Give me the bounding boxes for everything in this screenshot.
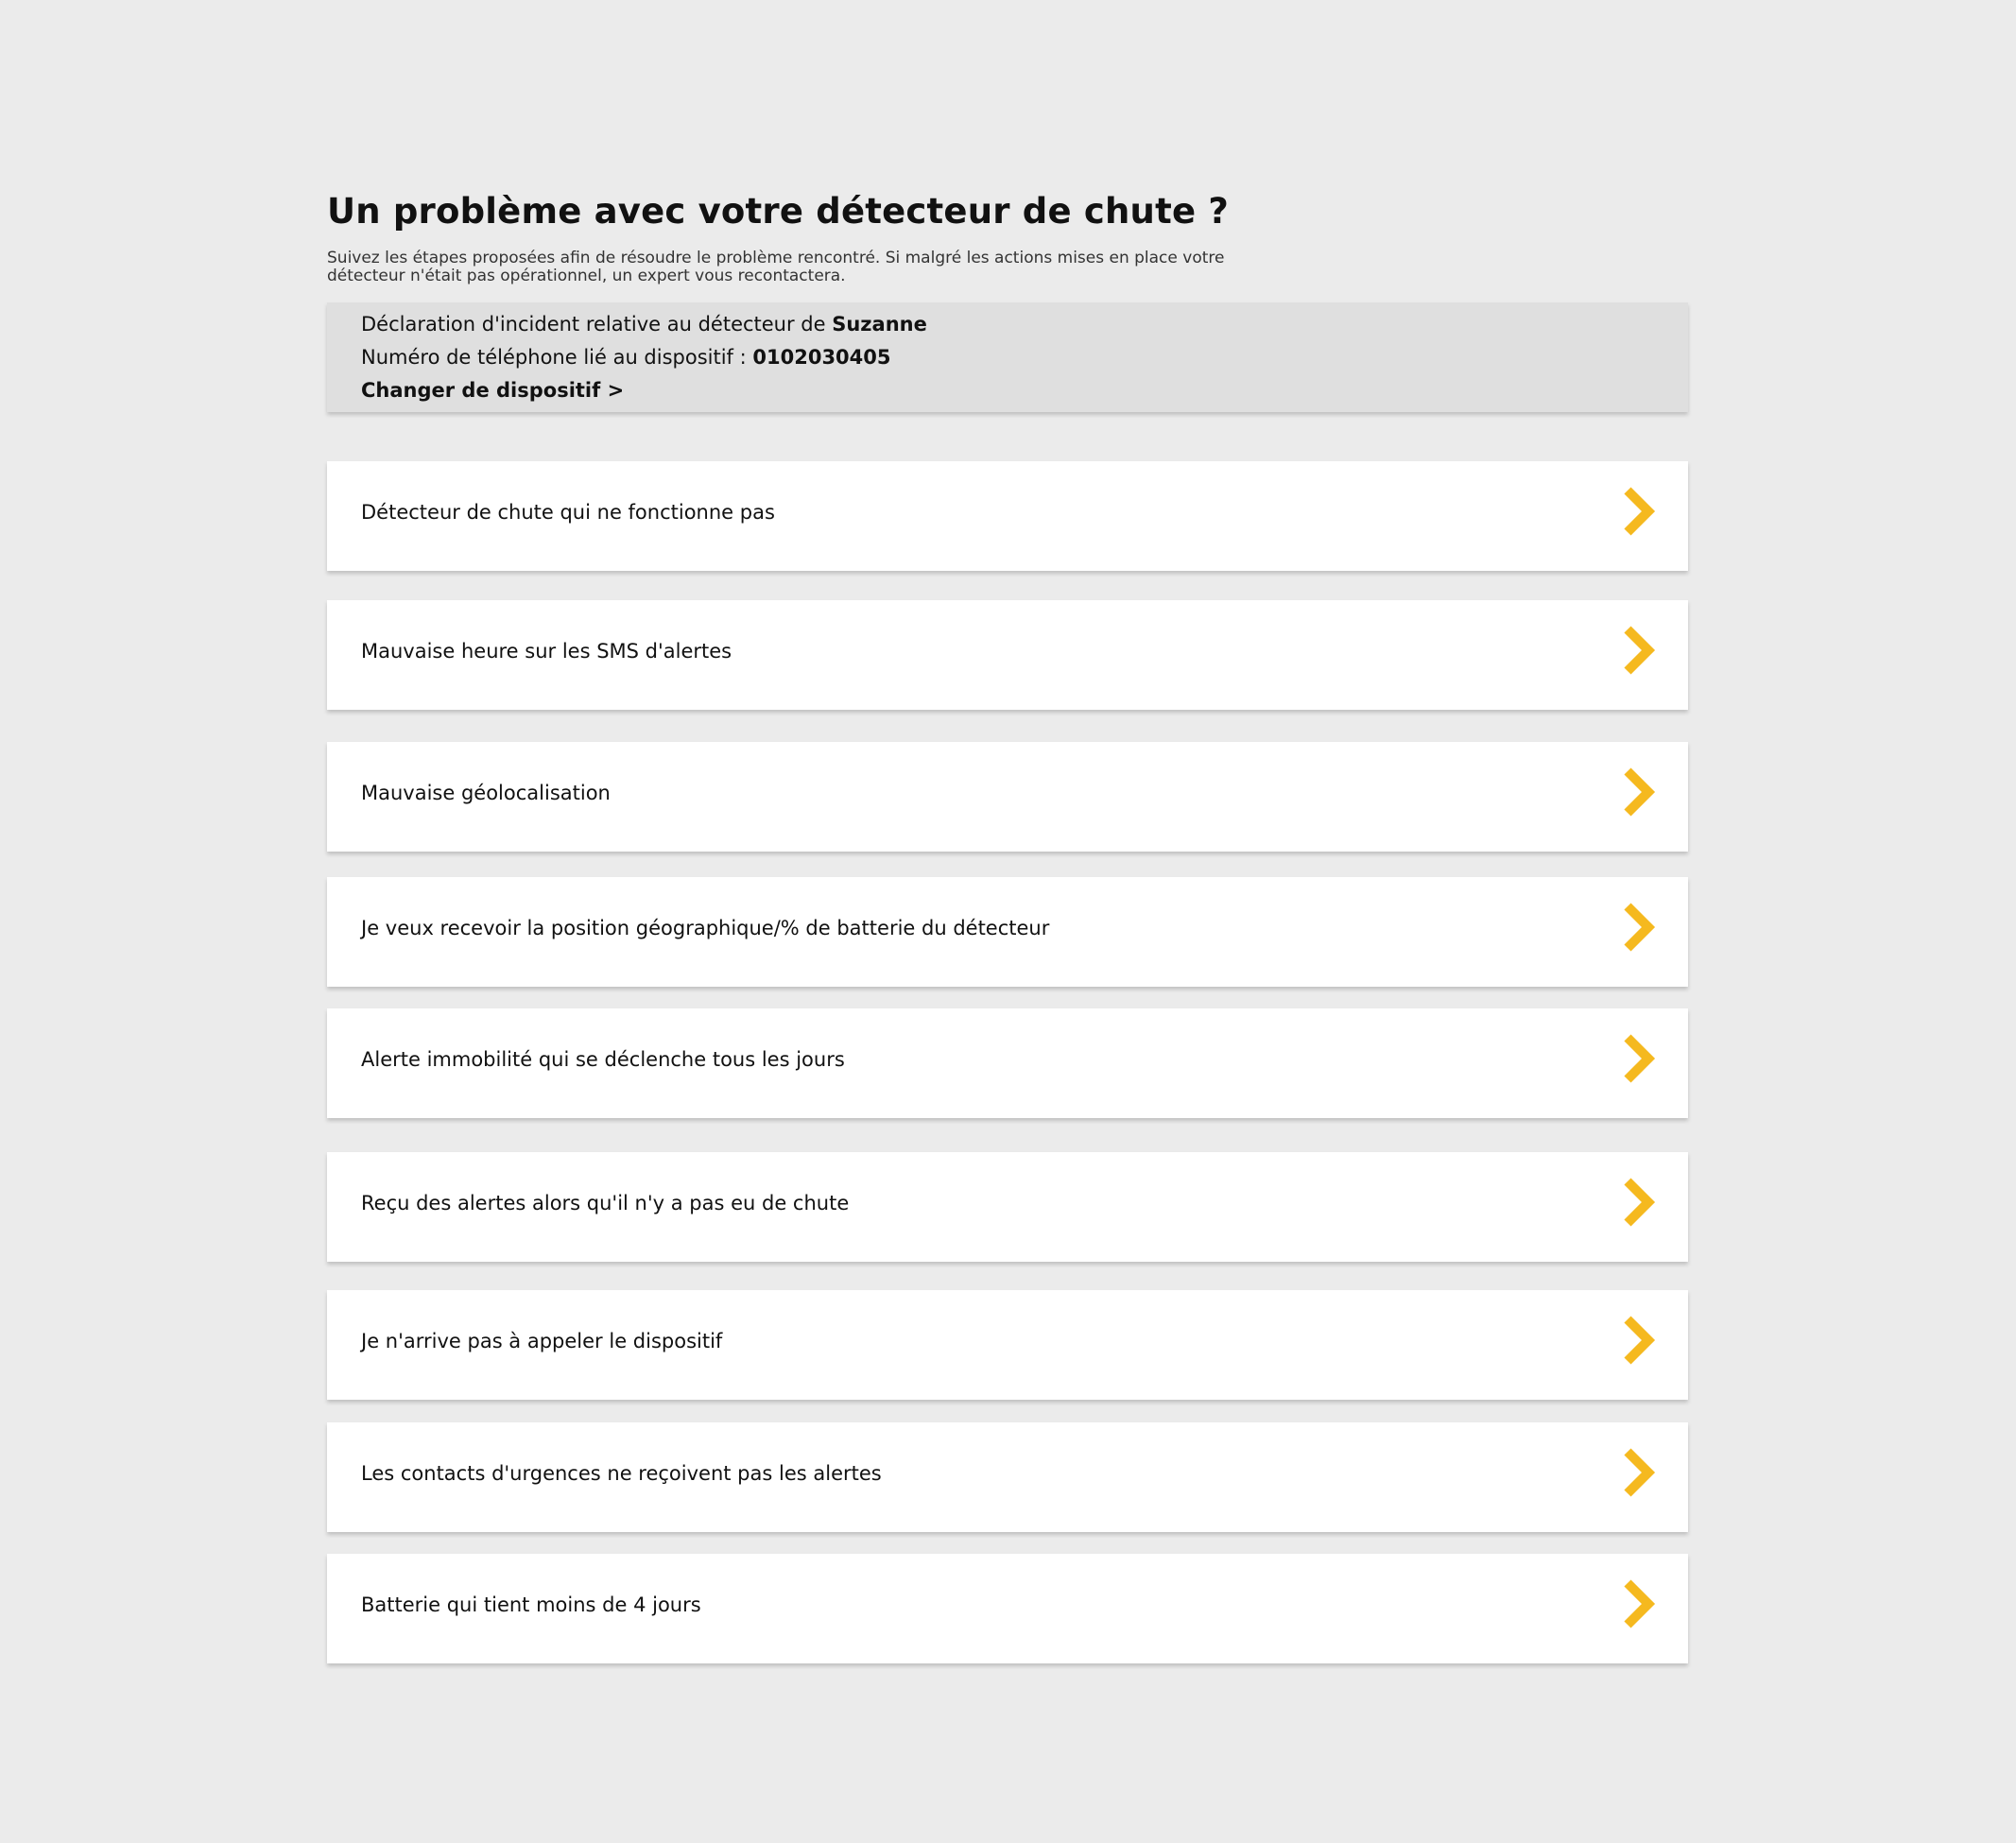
issue-label: Je n'arrive pas à appeler le dispositif bbox=[361, 1330, 723, 1352]
issue-label: Les contacts d'urgences ne reçoivent pas les alertes bbox=[361, 1462, 882, 1485]
chevron-right-icon bbox=[1622, 1177, 1656, 1228]
issue-item[interactable] bbox=[327, 1422, 1688, 1532]
chevron-right-icon bbox=[1622, 1578, 1656, 1629]
incident-declaration-line bbox=[361, 308, 1688, 341]
chevron-right-icon bbox=[1622, 486, 1656, 537]
page-subtitle: Suivez les étapes proposées afin de résoudre le problème rencontré. Si malgré les actions mises en place votre détecteur n'était pas opérationnel, un expert vous recontactera. bbox=[327, 249, 1225, 285]
chevron-right-icon bbox=[1622, 625, 1656, 676]
device-info-box bbox=[327, 302, 1688, 412]
incident-label: Déclaration d'incident relative au détecteur de bbox=[361, 313, 833, 336]
issue-label: Mauvaise géolocalisation bbox=[361, 782, 611, 804]
change-device-link[interactable]: Changer de dispositif > bbox=[361, 379, 625, 402]
chevron-right-icon bbox=[1622, 1033, 1656, 1084]
issue-item[interactable] bbox=[327, 877, 1688, 987]
issue-label: Batterie qui tient moins de 4 jours bbox=[361, 1593, 701, 1616]
device-owner-name: Suzanne bbox=[832, 313, 927, 336]
issue-label: Alerte immobilité qui se déclenche tous les jours bbox=[361, 1048, 845, 1071]
issue-item[interactable] bbox=[327, 600, 1688, 710]
page-title: Un problème avec votre détecteur de chute ? bbox=[327, 191, 1229, 232]
issue-item[interactable] bbox=[327, 1152, 1688, 1262]
chevron-right-icon bbox=[1622, 766, 1656, 818]
chevron-right-icon bbox=[1622, 902, 1656, 953]
main-content bbox=[327, 187, 1688, 412]
chevron-right-icon bbox=[1622, 1315, 1656, 1366]
issue-label: Détecteur de chute qui ne fonctionne pas bbox=[361, 501, 775, 524]
device-phone-line bbox=[361, 341, 1688, 374]
issue-label: Reçu des alertes alors qu'il n'y a pas eu de chute bbox=[361, 1192, 850, 1214]
issue-item[interactable] bbox=[327, 742, 1688, 852]
issue-item[interactable] bbox=[327, 1008, 1688, 1118]
issue-item[interactable] bbox=[327, 1554, 1688, 1663]
device-phone-number: 0102030405 bbox=[752, 346, 891, 369]
phone-label: Numéro de téléphone lié au dispositif : bbox=[361, 346, 753, 369]
change-device-line bbox=[361, 374, 1688, 407]
issue-label: Mauvaise heure sur les SMS d'alertes bbox=[361, 640, 732, 663]
issue-label: Je veux recevoir la position géographique/% de batterie du détecteur bbox=[361, 917, 1050, 939]
chevron-right-icon bbox=[1622, 1447, 1656, 1498]
issue-item[interactable] bbox=[327, 461, 1688, 571]
issue-item[interactable] bbox=[327, 1290, 1688, 1400]
